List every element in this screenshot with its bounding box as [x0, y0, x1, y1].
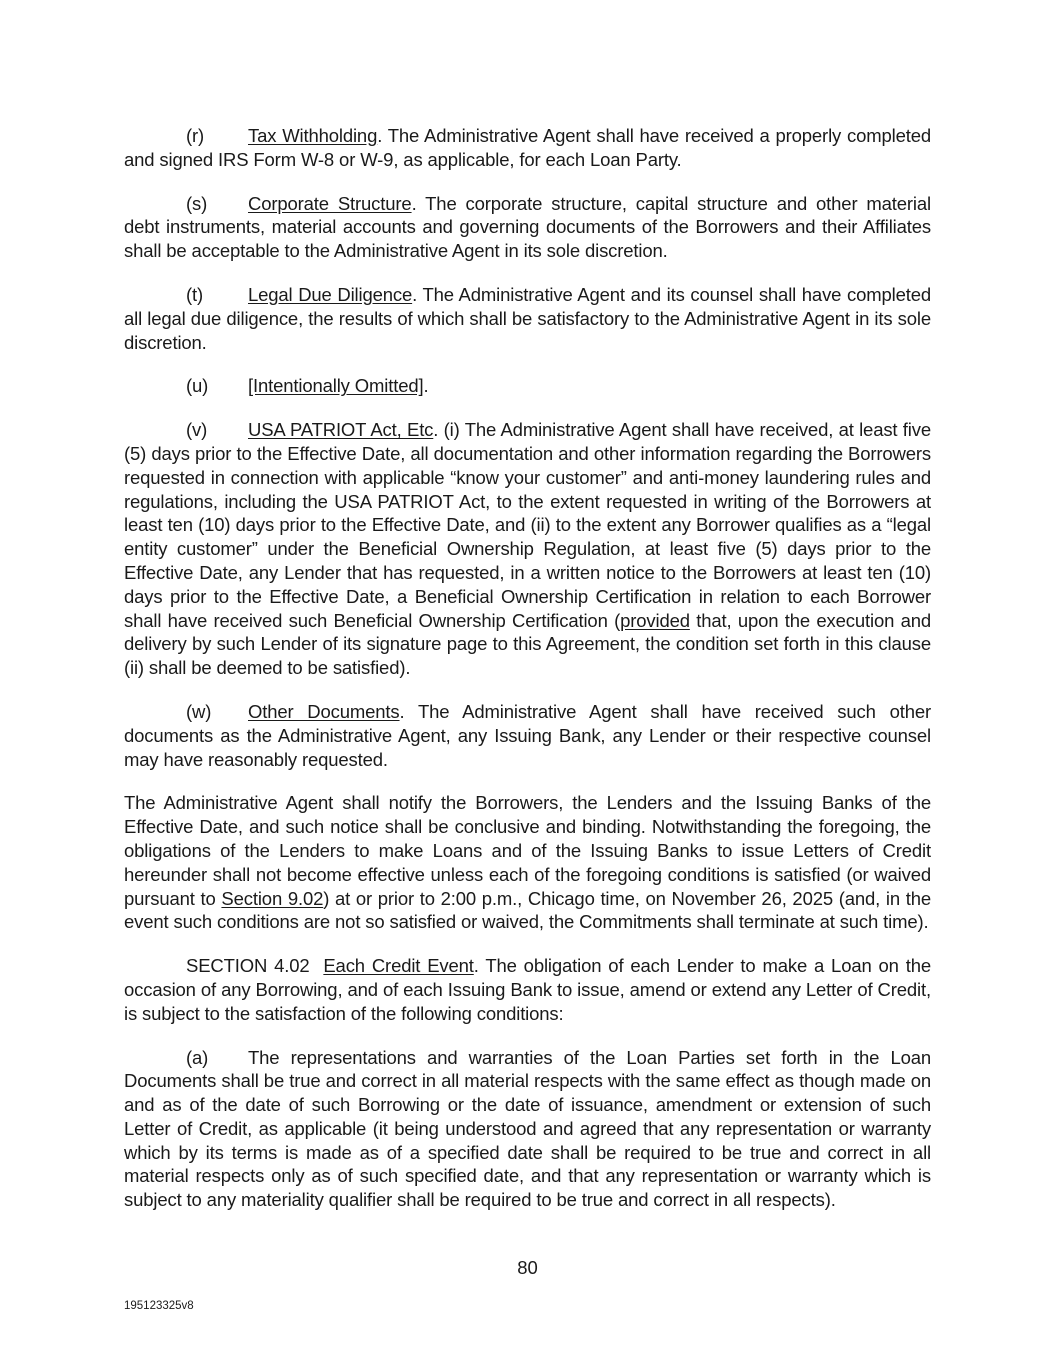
clause-text: that, upon the execution and delivery by such Lender of its signature page to this Agreement, the condition set forth in this clause (ii) shall be deemed to be satisfied).	[124, 609, 932, 679]
section-4-02	[124, 954, 931, 1025]
clause-text: The representations and warranties of the Loan Parties set forth in the Loan Documents shall be true and correct in all material respects with the same effect as though made on and as of the date of such Borrowing or the date of issuance, amendment or extension of such Letter of Credit, as applicable (it being understood and agreed that any representation or warranty which by its terms is made as of a specified date shall be required to be true and correct in all material respects only as of such specified date, and that any representation or warranty which is subject to any materiality qualifier shall be required to be true and correct in all respects).	[124, 1046, 931, 1211]
clause-label: (u)	[186, 375, 209, 397]
clause-v	[124, 418, 931, 680]
clause-text: . The Administrative Agent shall have received a properly completed and signed IRS Form W-8 or W-9, as applicable, for each Loan Party.	[124, 125, 931, 170]
clause-title: Corporate Structure	[248, 192, 412, 214]
clause-title: Other Documents	[248, 700, 400, 722]
notice-paragraph	[124, 791, 931, 934]
notice-text: The Administrative Agent shall notify the Borrowers, the Lenders and the Issuing Banks of the Effective Date, and such notice shall be conclusive and binding. Notwithstanding the foregoing, the obligations of the Lenders to make Loans and of the Issuing Banks to issue Letters of Credit hereunder shall not become effective unless each of the foregoing conditions is satisfied (or waived pursuant to	[124, 792, 931, 909]
page-body	[124, 124, 931, 1232]
clause-t	[124, 283, 931, 354]
section-text: . The obligation of each Lender to make a Loan on the occasion of any Borrowing, and of each Issuing Bank to issue, amend or extend any Letter of Credit, is subject to the satisfaction of the following conditions:	[124, 955, 931, 1024]
section-reference: Section 9.02	[221, 887, 324, 909]
clause-text: . The Administrative Agent and its counsel shall have completed all legal due diligence, the results of which shall be satisfactory to the Administrative Agent in its sole discretion.	[124, 283, 932, 353]
page-number: 80	[517, 1257, 538, 1278]
clause-u	[124, 374, 931, 398]
clause-label: (v)	[186, 419, 208, 441]
clause-text: .	[423, 375, 429, 397]
clause-label: (a)	[186, 1046, 209, 1068]
clause-text: . (i) The Administrative Agent shall have received, at least five (5) days prior to the Effective Date, all documentation and other information regarding the Borrowers requested in connection with applicable “know your customer” and anti-money laundering rules and regulations, including the USA PATRIOT Act, to the extent requested in writing of the Borrowers at least ten (10) days prior to the Effective Date, and (ii) to the extent any Borrower qualifies as a “legal entity customer” under the Beneficial Ownership Regulation, at least five (5) days prior to the Effective Date, any Lender that has requested, in a written notice to the Borrowers at least ten (10) days prior to the Effective Date, a Beneficial Ownership Certification in relation to each Borrower shall have received such Beneficial Ownership Certification (	[124, 419, 931, 631]
clause-title: Legal Due Diligence	[248, 283, 413, 305]
clause-w	[124, 700, 931, 771]
document-id: 195123325v8	[124, 1300, 194, 1312]
clause-s	[124, 192, 931, 263]
clause-title: USA PATRIOT Act, Etc	[248, 419, 434, 441]
clause-label: (r)	[186, 125, 205, 146]
clause-title: Tax Withholding	[248, 125, 378, 146]
clause-text: . The corporate structure, capital structure and other material debt instruments, material accounts and governing documents of the Borrowers and their Affiliates shall be acceptable to the Administrative Agent in its sole discretion.	[124, 192, 931, 262]
section-title: Each Credit Event	[323, 955, 474, 977]
clause-label: (t)	[186, 283, 204, 305]
clause-text: . The Administrative Agent shall have received such other documents as the Administrative Agent, any Issuing Bank, any Lender or their respective counsel may have reasonably requested.	[124, 700, 931, 770]
notice-text: ) at or prior to 2:00 p.m., Chicago time, on November 26, 2025 (and, in the event such conditions are not so satisfied or waived, the Commitments shall terminate at such time).	[124, 887, 931, 933]
section-heading: SECTION 4.02	[186, 955, 310, 977]
clause-label: (s)	[186, 192, 208, 214]
clause-label: (w)	[186, 700, 212, 722]
clause-r	[124, 124, 931, 172]
clause-title: [Intentionally Omitted]	[248, 375, 424, 397]
clause-a	[124, 1046, 931, 1213]
provided-term: provided	[620, 609, 690, 631]
